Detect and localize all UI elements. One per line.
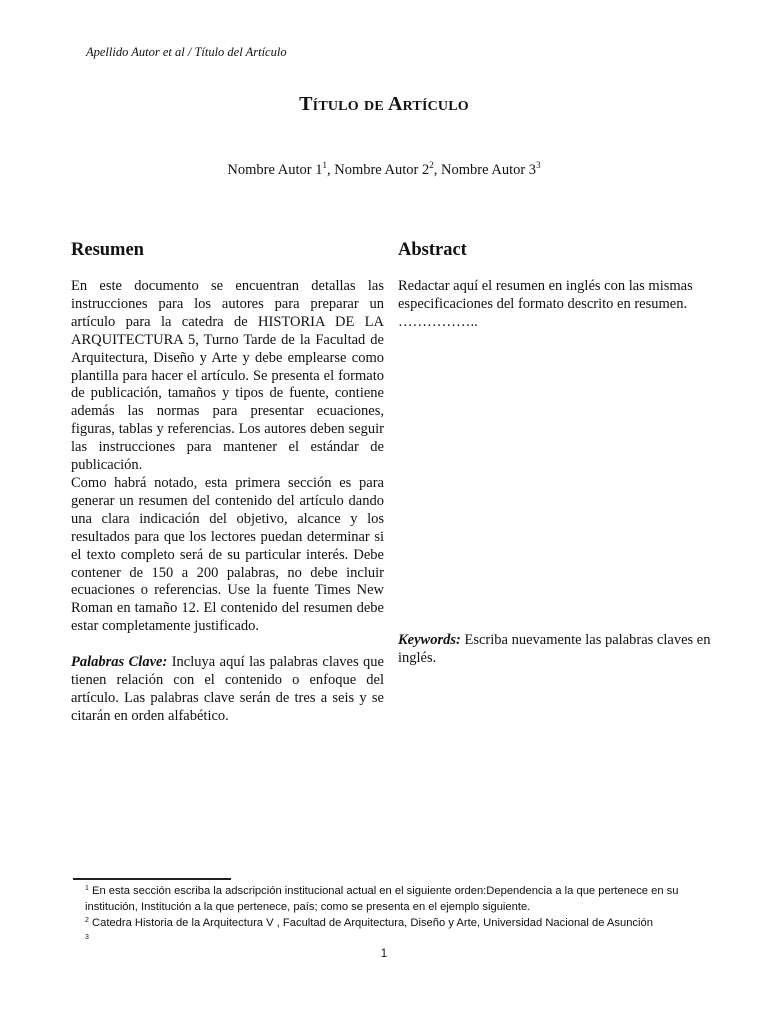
author-affiliation-mark: 1 bbox=[322, 160, 327, 170]
footnote-mark: 2 bbox=[85, 917, 89, 925]
resumen-heading: Resumen bbox=[71, 240, 144, 260]
author-name: Nombre Autor 1 bbox=[227, 161, 323, 178]
author-affiliation-mark: 2 bbox=[429, 160, 434, 170]
palabras-clave-label: Palabras Clave: bbox=[71, 654, 168, 671]
keywords-text: Escriba nuevamente las palabras claves en inglés. bbox=[398, 632, 711, 666]
palabras-clave-text: Incluya aquí las palabras claves que tienen relación con el contenido o enfoque del artículo. Las palabras clave serán de tres a seis y se citarán en orden alfabético. bbox=[71, 654, 384, 724]
footnotes bbox=[85, 883, 705, 948]
footnote bbox=[85, 915, 705, 931]
footnote-mark: 1 bbox=[85, 885, 89, 892]
page-number: 1 bbox=[380, 948, 388, 960]
author-name: Nombre Autor 2 bbox=[334, 161, 430, 178]
footnote-separator bbox=[73, 878, 231, 880]
resumen-paragraph: Como habrá notado, esta primera sección es para generar un resumen del contenido del artículo dando una clara indicación del objetivo, alcance y los resultados para que los lectores puedan determinar si el texto completo será de su particular interés. Debe contener de 150 a 200 palabras, no debe incluir ecuaciones o referencias. Use la fuente Times New Roman en tamaño 12. El contenido del resumen debe estar completamente justificado. bbox=[71, 474, 384, 635]
footnote-mark: 3 bbox=[85, 933, 89, 941]
resumen-column bbox=[71, 240, 384, 726]
abstract-dots: …………….. bbox=[398, 313, 478, 330]
article-title: Título de Artículo bbox=[299, 93, 469, 115]
palabras-clave-paragraph bbox=[71, 654, 384, 726]
author-separator: , bbox=[326, 161, 335, 178]
author-separator: , bbox=[433, 161, 442, 178]
footnote bbox=[85, 883, 705, 915]
resumen-paragraph: En este documento se encuentran detallas las instrucciones para los autores para preparar un artículo para la catedra de HISTORIA DE LA ARQUITECTURA 5, Turno Tarde de la Facultad de Arquitectura, Diseño y Arte y debe emplearse como plantilla para hacer el artículo. Se presenta el formato de publicación, tamaños y tipos de fuente, contiene además las normas para presentar ecuaciones, figuras, tablas y referencias. Los autores deben seguir las instrucciones para mantener el estándar de publicación. bbox=[71, 278, 384, 474]
footnote bbox=[85, 932, 705, 948]
author-list bbox=[0, 160, 768, 179]
footnote-text: Catedra Historia de la Arquitectura V , Facultad de Arquitectura, Diseño y Arte, Universidad Nacional de Asunción bbox=[88, 917, 653, 930]
keywords-label: Keywords: bbox=[398, 632, 461, 648]
abstract-paragraph: Redactar aquí el resumen en inglés con las mismas especificaciones del formato descrito en resumen. bbox=[398, 278, 693, 312]
abstract-heading: Abstract bbox=[398, 240, 467, 260]
author-name: Nombre Autor 3 bbox=[441, 161, 537, 178]
keywords-paragraph bbox=[398, 632, 724, 668]
author-affiliation-mark: 3 bbox=[536, 160, 541, 170]
running-head: Apellido Autor et al / Título del Artículo bbox=[86, 45, 287, 59]
abstract-column bbox=[398, 240, 724, 666]
footnote-text: En esta sección escriba la adscripción institucional actual en el siguiente orden:Dependencia a la que pertenece en su institución, Institución a la que pertenece, país; como se presenta en el ejemplo siguiente. bbox=[85, 885, 679, 914]
